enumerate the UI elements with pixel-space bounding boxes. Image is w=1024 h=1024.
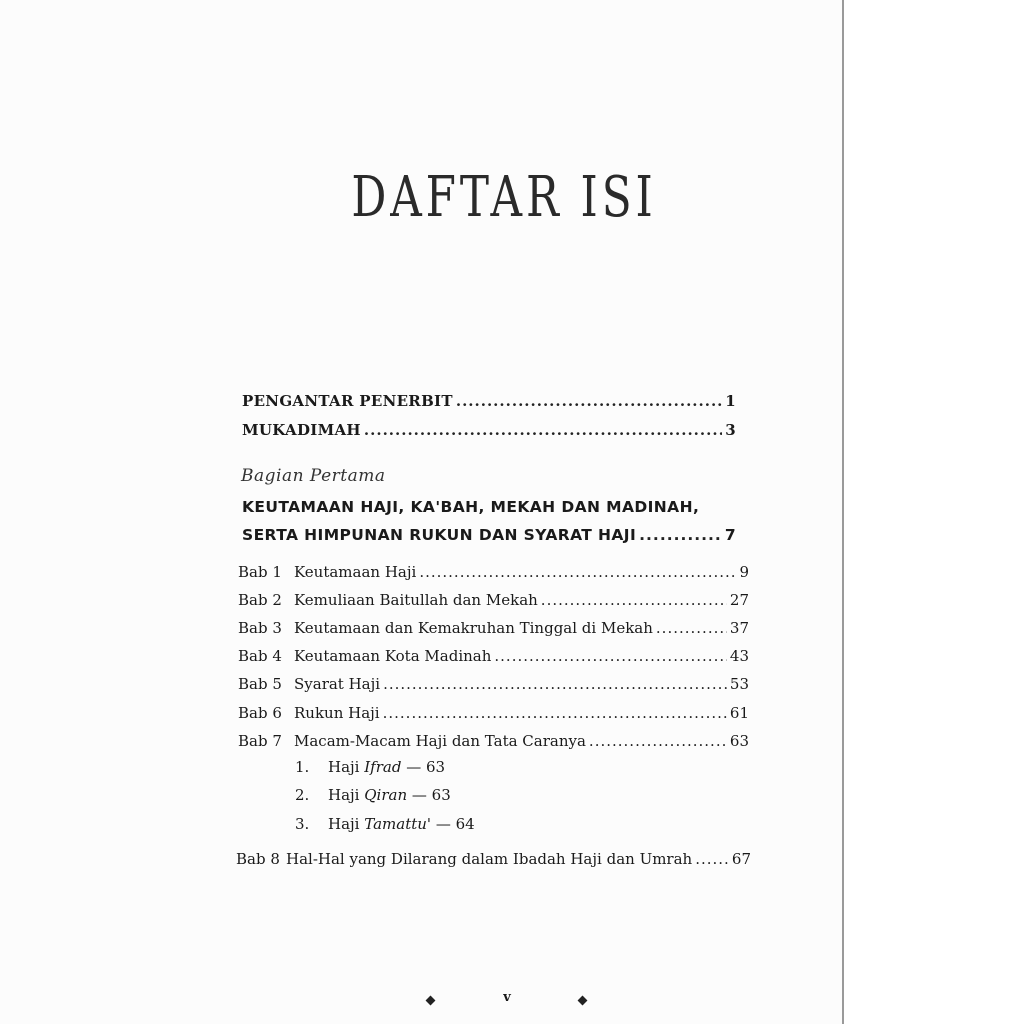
subentry-number: 2.: [295, 786, 310, 804]
page-footer: [0, 992, 1024, 1012]
dot-leader: [589, 732, 727, 750]
chapter-title: Kemuliaan Baitullah dan Mekah: [294, 591, 538, 609]
subentry-term: Qiran: [364, 786, 408, 804]
toc-entry-bab-8[interactable]: [236, 850, 751, 868]
diamond-ornament-icon: [426, 996, 436, 1006]
subentry-prefix: Haji: [328, 758, 365, 776]
page-number: v: [503, 990, 511, 1005]
subentry-prefix: Haji: [328, 815, 365, 833]
chapter-number: Bab 1: [238, 563, 282, 581]
toc-entry-part-one[interactable]: [242, 526, 736, 544]
subentry-number: 3.: [295, 815, 310, 833]
toc-entry-bab-5[interactable]: [238, 675, 749, 693]
toc-entry-label: PENGANTAR PENERBIT: [242, 392, 453, 410]
toc-subentry-qiran[interactable]: [295, 786, 451, 804]
chapter-number: Bab 4: [238, 647, 282, 665]
chapter-page: 37: [729, 619, 749, 637]
toc-entry-mukadimah[interactable]: [242, 421, 736, 439]
toc-entry-bab-2[interactable]: [238, 591, 749, 609]
dot-leader: [695, 850, 729, 868]
chapter-title: Keutamaan Kota Madinah: [294, 647, 492, 665]
chapter-title: Keutamaan dan Kemakruhan Tinggal di Mekah: [294, 619, 653, 637]
toc-entry-bab-4[interactable]: [238, 647, 749, 665]
subentry-term: Tamattu': [364, 815, 432, 833]
toc-entry-bab-6[interactable]: [238, 704, 749, 722]
subentry-prefix: Haji: [328, 786, 365, 804]
toc-entry-bab-7[interactable]: [238, 732, 749, 750]
diamond-ornament-icon: [578, 996, 588, 1006]
chapter-title: Keutamaan Haji: [294, 563, 417, 581]
chapter-number: Bab 7: [238, 732, 282, 750]
subentry-page: — 63: [401, 758, 446, 776]
chapter-title: Rukun Haji: [294, 704, 380, 722]
toc-subentry-ifrad[interactable]: [295, 758, 445, 776]
toc-entry-page: 7: [724, 526, 736, 544]
chapter-number: Bab 6: [238, 704, 282, 722]
chapter-page: 61: [729, 704, 749, 722]
chapter-title: Hal-Hal yang Dilarang dalam Ibadah Haji dan Umrah: [286, 850, 693, 868]
chapter-title: Macam-Macam Haji dan Tata Caranya: [294, 732, 586, 750]
chapter-page: 9: [739, 563, 749, 581]
toc-entry-page: 3: [725, 421, 736, 439]
toc-subentry-tamattu[interactable]: [295, 815, 475, 833]
chapter-page: 27: [729, 591, 749, 609]
page-title: DAFTAR ISI: [351, 165, 657, 230]
background-outside-page: [844, 0, 1024, 1024]
toc-entry-label: MUKADIMAH: [242, 421, 361, 439]
toc-entry-page: 1: [725, 392, 736, 410]
chapter-title: Syarat Haji: [294, 675, 381, 693]
dot-leader: [383, 675, 727, 693]
chapter-number: Bab 2: [238, 591, 282, 609]
toc-entry-bab-3[interactable]: [238, 619, 749, 637]
dot-leader: [639, 526, 722, 544]
dot-leader: [456, 392, 722, 410]
subentry-number: 1.: [295, 758, 310, 776]
subentry-term: Ifrad: [364, 758, 402, 776]
dot-leader: [419, 563, 736, 581]
dot-leader: [383, 704, 727, 722]
chapter-number: Bab 3: [238, 619, 282, 637]
subentry-page: — 63: [407, 786, 451, 804]
toc-entry-bab-1[interactable]: [238, 563, 749, 581]
subentry-page: — 64: [431, 815, 475, 833]
chapter-number: Bab 5: [238, 675, 282, 693]
dot-leader: [541, 591, 727, 609]
dot-leader: [656, 619, 727, 637]
chapter-number: Bab 8: [236, 850, 280, 868]
chapter-page: 53: [729, 675, 749, 693]
part-title-line1: KEUTAMAAN HAJI, KA'BAH, MEKAH DAN MADINAH,: [242, 498, 700, 516]
part-title-line2: SERTA HIMPUNAN RUKUN DAN SYARAT HAJI: [242, 526, 637, 544]
toc-entry-pengantar[interactable]: [242, 392, 736, 410]
chapter-page: 67: [731, 850, 751, 868]
chapter-page: 43: [729, 647, 749, 665]
part-label: Bagian Pertama: [241, 466, 386, 486]
dot-leader: [494, 647, 727, 665]
dot-leader: [364, 421, 722, 439]
chapter-page: 63: [729, 732, 749, 750]
